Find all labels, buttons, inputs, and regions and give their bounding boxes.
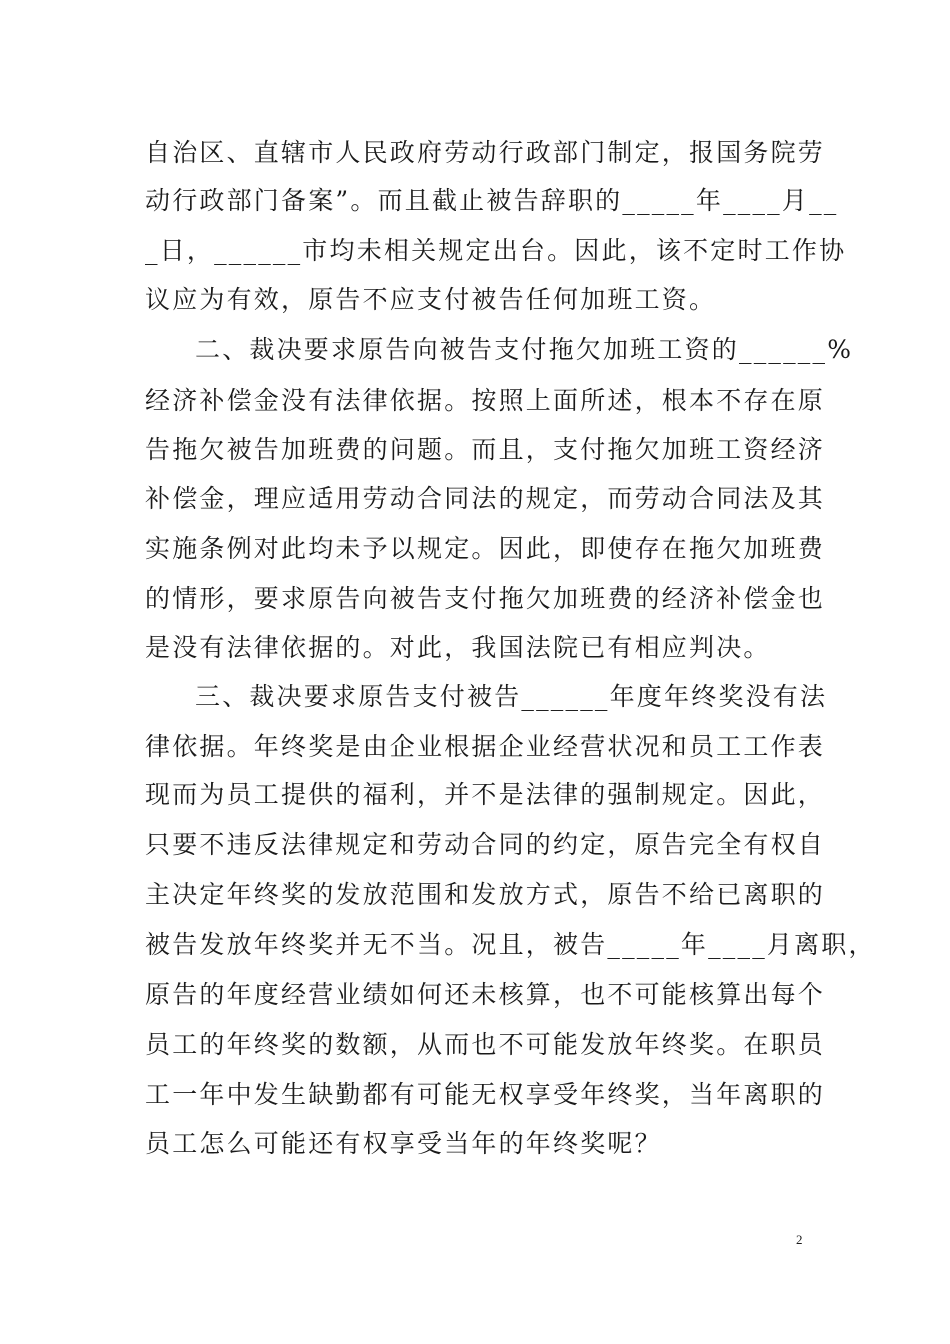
text-line: 律依据。年终奖是由企业根据企业经营状况和员工工作表: [145, 732, 826, 761]
text-line: 原告的年度经营业绩如何还未核算，也不可能核算出每个: [145, 980, 826, 1009]
text-line: 经济补偿金没有法律依据。按照上面所述，根本不存在原: [145, 386, 826, 415]
text-line: 员工怎么可能还有权享受当年的年终奖呢？: [145, 1129, 662, 1158]
text-line: 补偿金，理应适用劳动合同法的规定，而劳动合同法及其: [145, 484, 826, 513]
text-line: 议应为有效，原告不应支付被告任何加班工资。: [145, 285, 717, 314]
text-line: 是没有法律依据的。对此，我国法院已有相应判决。: [145, 633, 771, 662]
text-line: 动行政部门备案”。而且截止被告辞职的_____年____月__: [145, 186, 839, 215]
text-line: 只要不违反法律规定和劳动合同的约定，原告完全有权自: [145, 830, 826, 859]
text-line: 实施条例对此均未予以规定。因此，即使存在拖欠加班费: [145, 534, 826, 563]
text-line: _日，______市均未相关规定出台。因此，该不定时工作协: [145, 236, 847, 265]
text-line: 员工的年终奖的数额，从而也不可能发放年终奖。在职员: [145, 1030, 826, 1059]
paragraph-3-first-line: 三、裁决要求原告支付被告______年度年终奖没有法: [195, 682, 828, 711]
text-line: 自治区、直辖市人民政府劳动行政部门制定，报国务院劳: [145, 138, 826, 167]
text-line: 现而为员工提供的福利，并不是法律的强制规定。因此，: [145, 780, 826, 809]
text-line: 被告发放年终奖并无不当。况且，被告_____年____月离职，: [145, 930, 876, 959]
text-line: 工一年中发生缺勤都有可能无权享受年终奖，当年离职的: [145, 1080, 826, 1109]
page-number: 2: [796, 1232, 803, 1247]
text-line: 主决定年终奖的发放范围和发放方式，原告不给已离职的: [145, 880, 826, 909]
text-line: 的情形，要求原告向被告支付拖欠加班费的经济补偿金也: [145, 584, 826, 613]
text-line: 告拖欠被告加班费的问题。而且，支付拖欠加班工资经济: [145, 435, 826, 464]
paragraph-2-first-line: 二、裁决要求原告向被告支付拖欠加班工资的______%: [195, 335, 854, 364]
